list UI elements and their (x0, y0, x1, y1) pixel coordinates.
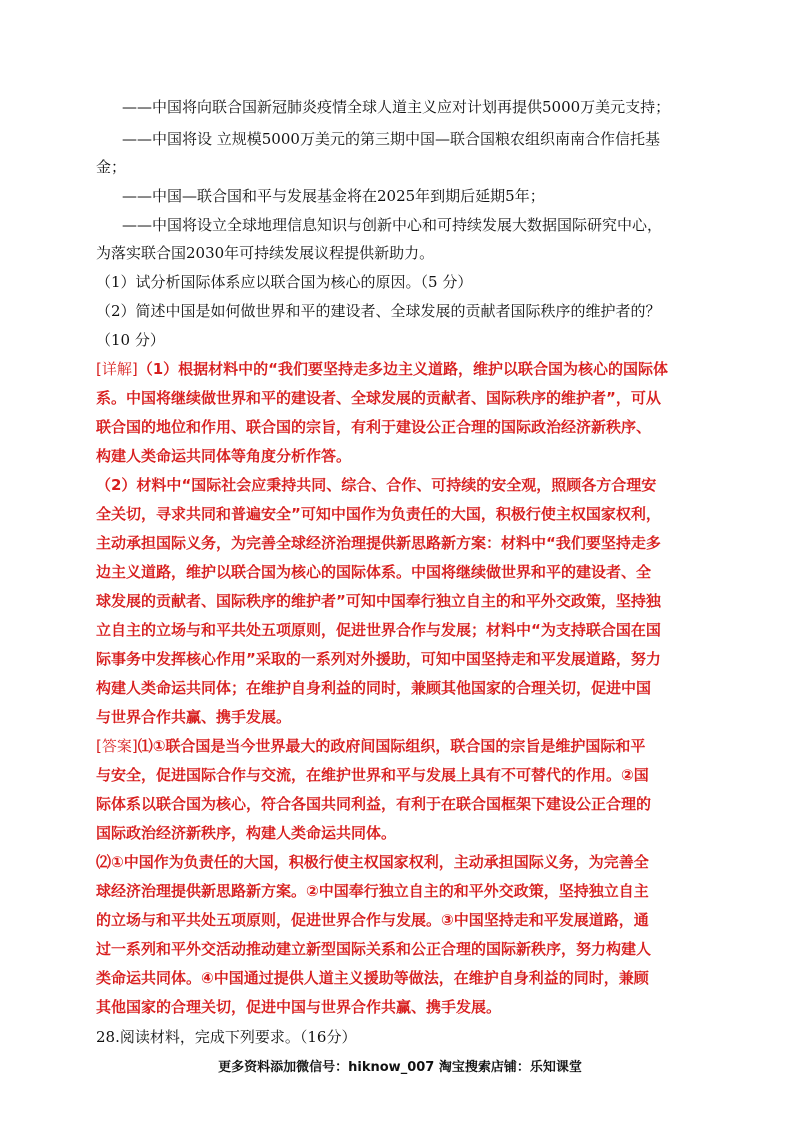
material-line-6: 为落实联合国2030年可持续发展议程提供新助力。 (96, 244, 435, 262)
analysis-line-8: 边主义道路，维护以联合国为核心的国际体系。中国将继续做世界和平的建设者、全 (96, 563, 652, 581)
analysis-line-13: 与世界合作共赢、携手发展。 (96, 708, 292, 726)
material-line-2: ——中国将设 立规模5000万美元的第三期中国—联合国粮农组织南南合作信托基 (122, 130, 660, 148)
material-line-4: ——中国—联合国和平与发展基金将在2025年到期后延期5年； (122, 187, 545, 205)
answer-text: ⑴①联合国是当今世界最大的政府间国际组织，联合国的宗旨是维护国际和平 (137, 737, 646, 755)
answer-line-10: 其他国家的合理关切，促进中国与世界合作共赢、携手发展。 (96, 998, 502, 1016)
answer-line-1 (96, 736, 645, 756)
next-question: 28.阅读材料，完成下列要求。（16分） (96, 1028, 357, 1046)
analysis-line-9: 球发展的贡献者、国际秩序的维护者”可知中国奉行独立自主的和平外交政策，坚持独 (96, 592, 661, 610)
analysis-line-11: 际事务中发挥核心作用”采取的一系列对外援助，可知中国坚持走和平发展道路，努力 (96, 650, 661, 668)
analysis-line-10: 立自主的立场与和平共处五项原则，促进世界合作与发展；材料中“为支持联合国在国 (96, 621, 661, 639)
answer-line-9: 类命运共同体。④中国通过提供人道主义援助等做法，在维护自身利益的同时，兼顾 (96, 969, 649, 987)
analysis-line-2: 系。中国将继续做世界和平的建设者、全球发展的贡献者、国际秩序的维护者”，可从 (96, 389, 661, 407)
analysis-line-4: 构建人类命运共同体等角度分析作答。 (96, 447, 352, 465)
analysis-line-3: 联合国的地位和作用、联合国的宗旨，有利于建设公正合理的国际政治经济新秩序、 (96, 418, 652, 436)
analysis-line-12: 构建人类命运共同体；在维护自身利益的同时，兼顾其他国家的合理关切，促进中国 (96, 679, 652, 697)
analysis-line-6: 全关切，寻求共同和普遍安全”可知中国作为负责任的大国，积极行使主权国家权利， (96, 505, 661, 523)
analysis-line-7: 主动承担国际义务，为完善全球经济治理提供新思路新方案：材料中“我们要坚持走多 (96, 534, 661, 552)
question-2-score: （10 分） (96, 331, 165, 349)
material-line-1: ——中国将向联合国新冠肺炎疫情全球人道主义应对计划再提供5000万美元支持； (122, 98, 671, 116)
question-1: （1）试分析国际体系应以联合国为核心的原因。（5 分） (96, 273, 473, 291)
answer-line-2: 与安全，促进国际合作与交流，在维护世界和平与发展上具有不可替代的作用。②国 (96, 766, 649, 784)
answer-line-8: 过一系列和平外交活动推动建立新型国际关系和公正合理的国际新秩序，努力构建人 (96, 940, 652, 958)
answer-tag: [答案] (96, 737, 138, 755)
material-line-5: ——中国将设立全球地理信息知识与创新中心和可持续发展大数据国际研究中心， (122, 216, 663, 234)
analysis-text: （1）根据材料中的“我们要坚持走多边主义道路，维护以联合国为核心的国际体 (137, 360, 669, 378)
answer-line-4: 国际政治经济新秩序，构建人类命运共同体。 (96, 824, 397, 842)
analysis-line-1 (96, 359, 668, 379)
analysis-tag: [详解] (96, 360, 138, 378)
answer-line-5: ⑵①中国作为负责任的大国，积极行使主权国家权利，主动承担国际义务，为完善全 (96, 853, 649, 871)
answer-line-7: 的立场与和平共处五项原则，促进世界合作与发展。③中国坚持走和平发展道路，通 (96, 911, 649, 929)
analysis-line-5: （2）材料中“国际社会应秉持共同、综合、合作、可持续的安全观，照顾各方合理安 (96, 476, 657, 494)
answer-line-6: 球经济治理提供新思路新方案。②中国奉行独立自主的和平外交政策，坚持独立自主 (96, 882, 649, 900)
question-2: （2）简述中国是如何做世界和平的建设者、全球发展的贡献者国际秩序的维护者的？ (96, 302, 661, 320)
material-line-3: 金； (96, 158, 127, 176)
footer-note: 更多资料添加微信号：hiknow_007 淘宝搜索店铺：乐知课堂 (218, 1060, 582, 1075)
answer-line-3: 际体系以联合国为核心，符合各国共同利益，有利于在联合国框架下建设公正合理的 (96, 795, 652, 813)
